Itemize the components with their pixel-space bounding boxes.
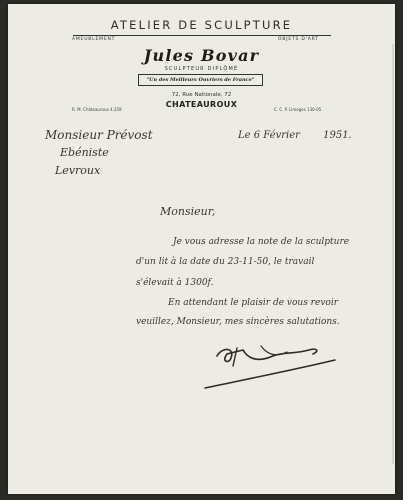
date-year: 1951. (323, 130, 352, 141)
body-line-1: Je vous adresse la note de la sculpture (173, 237, 350, 247)
motto-box: "Un des Meilleurs Ouvriers de France" (138, 74, 263, 86)
qualification: SCULPTEUR DIPLÔMÉ (164, 66, 239, 72)
body-line-3: s'élevait à 1300f. (136, 278, 214, 288)
letterhead-title: ATELIER DE SCULPTURE (110, 18, 293, 32)
letterhead-rule (73, 35, 331, 36)
business-name: Jules Bovar (143, 46, 260, 65)
recipient-name: Monsieur Prévost (45, 128, 153, 142)
date-day: Le 6 Février (238, 130, 300, 141)
street-address: 72, Rue Nationale, 72 (171, 92, 232, 98)
date-line (238, 130, 352, 141)
recipient-town: Levroux (55, 164, 101, 177)
body-line-4: En attendant le plaisir de vous revoir (168, 298, 338, 308)
letterhead-left-tag: AMEUBLEMENT (72, 37, 116, 42)
postal-account: C. C. P. Limoges 130-05 (274, 107, 322, 112)
city: CHATEAUROUX (165, 100, 238, 109)
salutation: Monsieur, (160, 205, 216, 218)
body-line-5: veuillez, Monsieur, mes sincères salutations. (136, 317, 340, 327)
vertical-watermark (389, 44, 397, 464)
body-line-2: d'un lit à la date du 23-11-50, le travail (136, 257, 315, 267)
trade-registry: R. M. Châteauroux 4.259 (72, 107, 122, 112)
letterhead-right-tag: OBJETS D'ART (278, 37, 319, 42)
letter-sheet (8, 4, 395, 494)
handwritten-signature (203, 336, 343, 396)
recipient-profession: Ebéniste (60, 146, 109, 159)
